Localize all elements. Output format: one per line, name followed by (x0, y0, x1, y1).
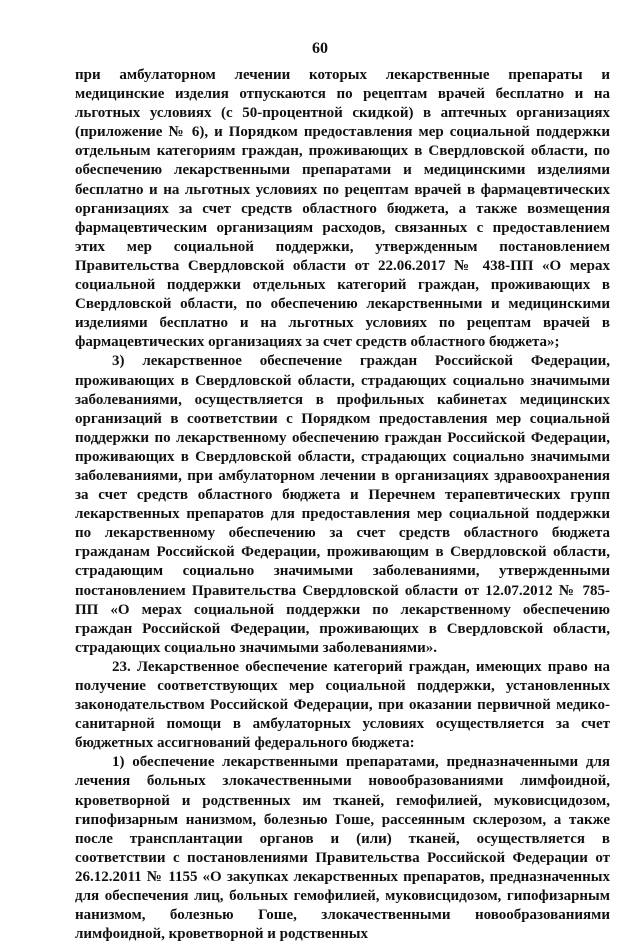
paragraph-continuation: при амбулаторном лечении которых лекарственные препараты и медицинские изделия отпускаются по рецептам врачей бесплатно и на льготных условиях (с 50-процентной скидкой) в аптечных организациях (приложение № 6), и Порядком предоставления мер социальной поддержки отдельным категориям граждан, проживающих в Свердловской области, по обеспечению лекарственными препаратами и медицинскими изделиями бесплатно и на льготных условиях по рецептам врачей в фармацевтических организациях за счет средств областного бюджета, а также возмещения фармацевтическим организациям расходов, связанных с предоставлением этих мер социальной поддержки, утвержденным постановлением Правительства Свердловской области от 22.06.2017 № 438-ПП «О мерах социальной поддержки отдельных категорий граждан, проживающих в Свердловской области, по обеспечению лекарственными и медицинскими изделиями бесплатно и на льготных условиях по рецептам врачей в фармацевтических организациях за счет средств областного бюджета»; (75, 67, 610, 351)
document-body (75, 66, 610, 944)
page-number: 60 (312, 40, 328, 57)
paragraph-item-1: 1) обеспечение лекарственными препаратами, предназначенными для лечения больных злокачественными новообразованиями лимфоидной, кроветворной и родственных им тканей, гемофилией, муковисцидозом, гипофизарным нанизмом, болезнью Гоше, рассеянным склерозом, а также после трансплантации органов и (или) тканей, осуществляется в соответствии с постановлениями Правительства Российской Федерации от 26.12.2011 № 1155 «О закупках лекарственных препаратов, предназначенных для обеспечения лиц, больных гемофилией, муковисцидозом, гипофизарным нанизмом, болезнью Гоше, злокачественными новообразованиями лимфоидной, кроветворной и родственных (75, 754, 610, 943)
paragraph-item-3: 3) лекарственное обеспечение граждан Российской Федерации, проживающих в Свердловской области, страдающих социально значимыми заболеваниями, осуществляется в профильных кабинетах медицинских организаций в соответствии с Порядком предоставления мер социальной поддержки по лекарственному обеспечению граждан Российской Федерации, проживающих в Свердловской области, страдающих социально значимыми заболеваниями, при амбулаторном лечении в организациях здравоохранения за счет средств областного бюджета и Перечнем терапевтических групп лекарственных препаратов для предоставления мер социальной поддержки по лекарственному обеспечению за счет средств областного бюджета гражданам Российской Федерации, проживающим в Свердловской области, страдающим социально значимыми заболеваниями, утвержденными постановлением Правительства Свердловской области от 12.07.2012 № 785-ПП «О мерах социальной поддержки по лекарственному обеспечению граждан Российской Федерации, проживающих в Свердловской области, страдающих социально значимыми заболеваниями». (75, 353, 610, 656)
paragraph-section-23: 23. Лекарственное обеспечение категорий граждан, имеющих право на получение соответствующих мер социальной поддержки, установленных законодательством Российской Федерации, при оказании первичной медико-санитарной помощи в амбулаторных условиях осуществляется за счет бюджетных ассигнований федерального бюджета: (75, 658, 610, 752)
